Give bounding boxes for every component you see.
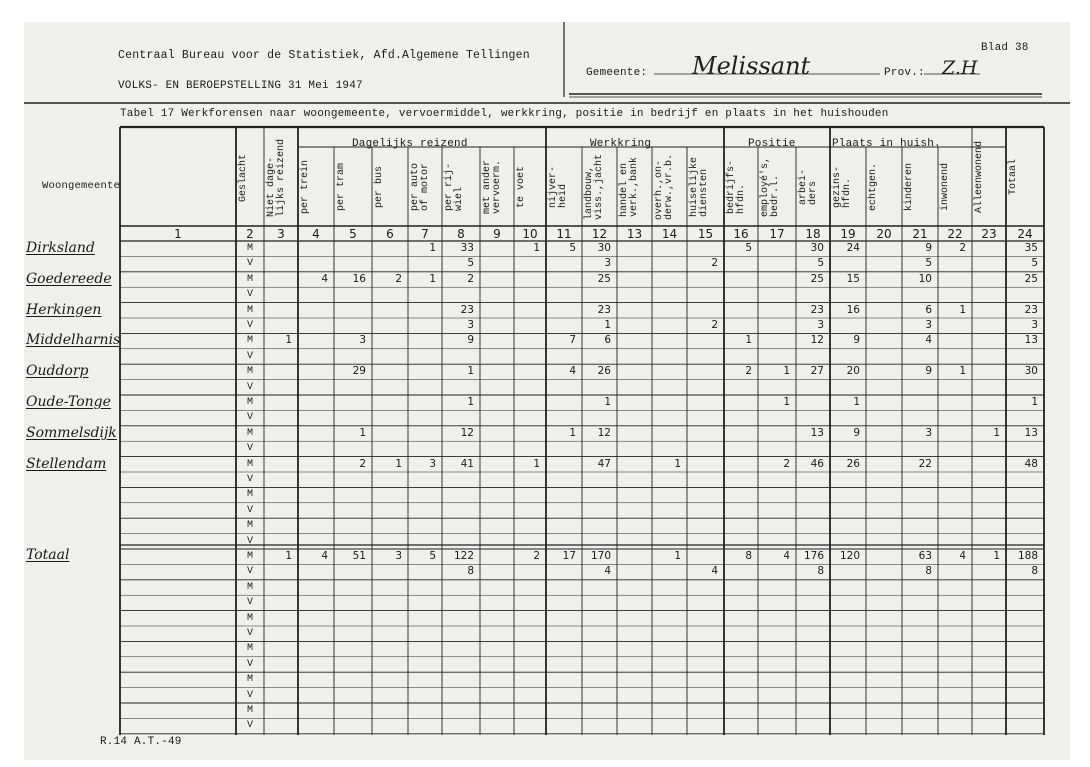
cell-value-col-5: 29 (352, 365, 366, 378)
cell-value-col-14: 1 (674, 457, 681, 470)
census-line: VOLKS- EN BEROEPSTELLING 31 Mei 1947 (118, 80, 363, 92)
column-header-11: landbouw, viss.,jacht (584, 153, 605, 220)
cell-value-col-11: 4 (569, 365, 576, 378)
geslacht-label: V (246, 720, 253, 732)
cell-value-col-18: 8 (817, 565, 824, 578)
cell-value-col-22: 4 (959, 550, 966, 562)
cell-value-col-6: 3 (395, 550, 402, 562)
geslacht-label: M (246, 581, 253, 593)
column-number-8: 8 (457, 227, 465, 241)
cell-value-col-8: 122 (453, 550, 474, 562)
cell-value-col-8: 1 (467, 396, 474, 408)
cell-value-col-7: 1 (429, 272, 436, 285)
cell-value-col-8: 23 (460, 303, 474, 316)
geslacht-label: V (246, 258, 253, 270)
cell-value-col-3: 1 (285, 334, 292, 347)
column-number-4: 4 (312, 227, 320, 241)
woongemeente-name: Stellendam (26, 455, 107, 472)
geslacht-label: V (246, 289, 253, 301)
column-number-22: 22 (947, 227, 963, 241)
cell-value-col-12: 170 (590, 550, 611, 562)
column-number-13: 13 (626, 227, 643, 241)
cell-value-col-3: 1 (285, 550, 292, 562)
woongemeente-name: Ouddorp (26, 363, 89, 380)
cell-value-col-10: 1 (533, 242, 540, 254)
cell-value-col-16: 8 (745, 550, 752, 562)
cell-value-col-16: 2 (745, 365, 752, 378)
cell-value-col-17: 2 (783, 457, 790, 470)
column-number-17: 17 (769, 227, 785, 241)
cell-value-col-24: 5 (1031, 257, 1038, 270)
column-header-15: bedrijfs- hfdn. (726, 159, 747, 214)
column-number-15: 15 (697, 227, 714, 241)
cell-value-col-18: 25 (810, 272, 824, 285)
column-header-17: arbei- ders (798, 168, 819, 205)
cell-value-col-8: 41 (460, 457, 474, 470)
form-code: R.14 A.T.-49 (100, 736, 182, 748)
cell-value-col-8: 2 (467, 272, 474, 285)
group-dagelijks-reizend: Dagelijks reizend (352, 138, 468, 150)
column-number-24: 24 (1017, 227, 1033, 241)
geslacht-label: M (246, 458, 253, 470)
column-header-1: Geslacht (238, 153, 249, 202)
cell-value-col-21: 9 (925, 242, 932, 254)
cell-value-col-11: 1 (569, 426, 576, 439)
column-header-5: per bus (374, 165, 385, 208)
cell-value-col-19: 1 (853, 396, 860, 408)
cell-value-col-24: 8 (1031, 565, 1038, 578)
geslacht-label: V (246, 350, 253, 362)
column-number-16: 16 (733, 227, 749, 241)
column-number-6: 6 (386, 227, 394, 241)
column-number-7: 7 (421, 227, 429, 241)
column-header-7: per rij- wiel (444, 162, 465, 211)
cell-value-col-19: 16 (846, 303, 860, 316)
column-number-19: 19 (840, 227, 856, 241)
geslacht-label: M (246, 612, 253, 624)
cell-value-col-18: 3 (817, 319, 824, 331)
group-plaats-in-huish: Plaats in huish. (832, 138, 941, 150)
cell-value-col-23: 1 (993, 426, 1000, 439)
geslacht-label: M (246, 397, 253, 408)
cell-value-col-5: 3 (359, 334, 366, 347)
geslacht-label: M (246, 273, 253, 285)
column-header-21: inwonend (940, 162, 951, 211)
column-header-20: kinderen (904, 162, 915, 211)
cell-value-col-5: 1 (359, 426, 366, 439)
woongemeente-name: Totaal (26, 547, 70, 563)
column-header-14: huiselijke diensten (689, 156, 710, 217)
geslacht-label: V (246, 597, 253, 609)
column-header-6: per auto of motor (410, 162, 431, 211)
column-number-23: 23 (981, 227, 997, 241)
cell-value-col-21: 10 (918, 272, 932, 285)
bureau-line: Centraal Bureau voor de Statistiek, Afd.Algemene Tellingen (118, 49, 530, 62)
column-number-10: 10 (522, 227, 538, 241)
cell-value-col-12: 23 (597, 303, 611, 316)
geslacht-label: M (246, 674, 253, 686)
sheet-number: Blad 38 (981, 42, 1029, 54)
cell-value-col-14: 1 (674, 550, 681, 562)
geslacht-label: M (246, 551, 253, 562)
cell-value-col-19: 20 (846, 365, 860, 378)
cell-value-col-22: 1 (959, 303, 966, 316)
cell-value-col-18: 46 (810, 457, 824, 470)
cell-value-col-18: 5 (817, 257, 824, 270)
cell-value-col-5: 16 (352, 272, 366, 285)
header-woongemeente: Woongemeente (42, 180, 121, 192)
cell-value-col-24: 3 (1031, 319, 1038, 331)
cell-value-col-5: 51 (352, 550, 366, 562)
column-header-4: per tram (336, 162, 347, 211)
cell-value-col-8: 9 (467, 334, 474, 347)
cell-value-col-17: 1 (783, 365, 790, 378)
woongemeente-name: Goedereede (26, 270, 112, 287)
cell-value-col-18: 23 (810, 303, 824, 316)
column-number-21: 21 (912, 227, 928, 241)
column-number-14: 14 (661, 227, 678, 241)
gemeente-label: Gemeente: (586, 67, 648, 79)
group-werkkring: Werkkring (590, 138, 652, 150)
cell-value-col-12: 30 (597, 242, 611, 254)
cell-value-col-15: 4 (711, 565, 718, 578)
cell-value-col-12: 47 (597, 457, 611, 470)
table-title: Tabel 17 Werkforensen naar woongemeente, vervoermiddel, werkkring, positie in bedrijf en plaats in het huishouden (120, 108, 889, 120)
woongemeente-name: Oude-Tonge (26, 394, 111, 410)
cell-value-col-21: 6 (925, 303, 932, 316)
cell-value-col-8: 8 (467, 565, 474, 578)
cell-value-col-8: 33 (460, 242, 474, 254)
cell-value-col-24: 48 (1024, 457, 1038, 470)
geslacht-label: M (246, 489, 253, 501)
cell-value-col-16: 5 (745, 242, 752, 254)
cell-value-col-17: 4 (783, 550, 790, 562)
cell-value-col-12: 3 (604, 257, 611, 270)
geslacht-label: V (246, 504, 253, 516)
geslacht-label: V (246, 535, 253, 547)
group-positie: Positie (748, 138, 796, 150)
geslacht-label: V (246, 443, 253, 455)
cell-value-col-24: 35 (1024, 242, 1038, 254)
cell-value-col-18: 12 (810, 334, 824, 347)
column-header-19: echtgen. (868, 162, 879, 211)
cell-value-col-4: 4 (321, 272, 328, 285)
cell-value-col-24: 23 (1024, 303, 1038, 316)
cell-value-col-21: 8 (925, 565, 932, 578)
column-header-22: Alleenwonend (974, 140, 985, 213)
cell-value-col-24: 1 (1031, 396, 1038, 408)
cell-value-col-18: 176 (803, 550, 824, 562)
cell-value-col-24: 25 (1024, 272, 1038, 285)
cell-value-col-12: 25 (597, 272, 611, 285)
column-number-3: 3 (277, 227, 285, 241)
geslacht-label: V (246, 320, 253, 331)
geslacht-label: V (246, 628, 253, 639)
cell-value-col-24: 13 (1024, 334, 1038, 347)
cell-value-col-5: 2 (359, 457, 366, 470)
cell-value-col-21: 22 (918, 457, 932, 470)
column-header-8: met ander vervoerm. (482, 159, 503, 214)
column-number-1: 1 (174, 227, 182, 241)
prov-value: Z.H (942, 57, 978, 79)
cell-value-col-12: 6 (604, 334, 611, 347)
column-header-16: employé's, bedr.l. (760, 156, 781, 217)
geslacht-label: M (246, 643, 253, 655)
cell-value-col-11: 17 (562, 550, 576, 562)
cell-value-col-8: 5 (467, 257, 474, 270)
gemeente-value: Melissant (692, 52, 811, 80)
column-header-18: gezins- hfdn. (832, 165, 853, 208)
cell-value-col-12: 4 (604, 565, 611, 578)
cell-value-col-21: 63 (918, 550, 932, 562)
cell-value-col-7: 1 (429, 242, 436, 254)
column-header-3: per trein (300, 159, 311, 214)
cell-value-col-10: 2 (533, 550, 540, 562)
cell-value-col-18: 27 (810, 365, 824, 378)
cell-value-col-11: 5 (569, 242, 576, 254)
cell-value-col-8: 12 (460, 426, 474, 439)
geslacht-label: V (246, 689, 253, 701)
cell-value-col-8: 3 (467, 319, 474, 331)
cell-value-col-15: 2 (711, 319, 718, 331)
cell-value-col-16: 1 (745, 334, 752, 347)
cell-value-col-7: 5 (429, 550, 436, 562)
cell-value-col-11: 7 (569, 334, 576, 347)
geslacht-label: M (246, 705, 253, 716)
cell-value-col-24: 30 (1024, 365, 1038, 378)
column-number-18: 18 (805, 227, 821, 241)
woongemeente-name: Middelharnis (26, 332, 121, 349)
cell-value-col-19: 9 (853, 426, 860, 439)
geslacht-label: V (246, 658, 253, 670)
cell-value-col-17: 1 (783, 396, 790, 408)
geslacht-label: V (246, 474, 253, 485)
column-header-10: nijver- heid (548, 165, 569, 208)
cell-value-col-8: 1 (467, 365, 474, 378)
column-number-20: 20 (876, 227, 892, 241)
cell-value-col-10: 1 (533, 457, 540, 470)
geslacht-label: V (246, 412, 253, 424)
cell-value-col-12: 12 (597, 426, 611, 439)
column-number-11: 11 (556, 227, 572, 241)
cell-value-col-24: 188 (1017, 550, 1038, 562)
geslacht-label: M (246, 520, 253, 532)
cell-value-col-6: 2 (395, 272, 402, 285)
cell-value-col-19: 9 (853, 334, 860, 347)
column-number-2: 2 (246, 227, 254, 241)
cell-value-col-12: 26 (597, 365, 611, 378)
column-number-12: 12 (591, 227, 608, 241)
cell-value-col-22: 2 (959, 242, 966, 254)
geslacht-label: M (246, 243, 253, 254)
column-header-13: overh.,on- derw.,vr.b. (654, 153, 675, 220)
cell-value-col-19: 24 (846, 242, 860, 254)
cell-value-col-21: 3 (925, 426, 932, 439)
prov-label: Prov.: (884, 67, 925, 79)
cell-value-col-18: 30 (810, 242, 824, 254)
cell-value-col-21: 5 (925, 257, 932, 270)
column-number-5: 5 (349, 227, 357, 241)
table-grid (24, 22, 1070, 760)
column-header-9: te voet (516, 165, 527, 208)
geslacht-label: V (246, 381, 253, 393)
cell-value-col-22: 1 (959, 365, 966, 378)
cell-value-col-4: 4 (321, 550, 328, 562)
cell-value-col-21: 4 (925, 334, 932, 347)
cell-value-col-18: 13 (810, 426, 824, 439)
cell-value-col-19: 15 (846, 272, 860, 285)
woongemeente-name: Sommelsdijk (26, 424, 117, 441)
cell-value-col-15: 2 (711, 257, 718, 270)
cell-value-col-6: 1 (395, 457, 402, 470)
cell-value-col-21: 3 (925, 319, 932, 331)
column-number-9: 9 (493, 227, 501, 241)
woongemeente-name: Dirksland (26, 240, 95, 256)
cell-value-col-21: 9 (925, 365, 932, 378)
cell-value-col-7: 3 (429, 457, 436, 470)
column-header-2: Niet dage- lijks reizend (266, 138, 287, 217)
column-header-23: Totaal (1008, 158, 1019, 195)
geslacht-label: M (246, 335, 253, 347)
cell-value-col-12: 1 (604, 319, 611, 331)
cell-value-col-23: 1 (993, 550, 1000, 562)
geslacht-label: M (246, 304, 253, 316)
woongemeente-name: Herkingen (26, 301, 102, 318)
geslacht-label: V (246, 566, 253, 578)
column-header-12: handel en verk.,bank (619, 156, 640, 217)
geslacht-label: M (246, 427, 253, 439)
census-form-sheet (24, 22, 1070, 760)
cell-value-col-19: 120 (839, 550, 860, 562)
cell-value-col-12: 1 (604, 396, 611, 408)
cell-value-col-24: 13 (1024, 426, 1038, 439)
geslacht-label: M (246, 366, 253, 378)
cell-value-col-19: 26 (846, 457, 860, 470)
